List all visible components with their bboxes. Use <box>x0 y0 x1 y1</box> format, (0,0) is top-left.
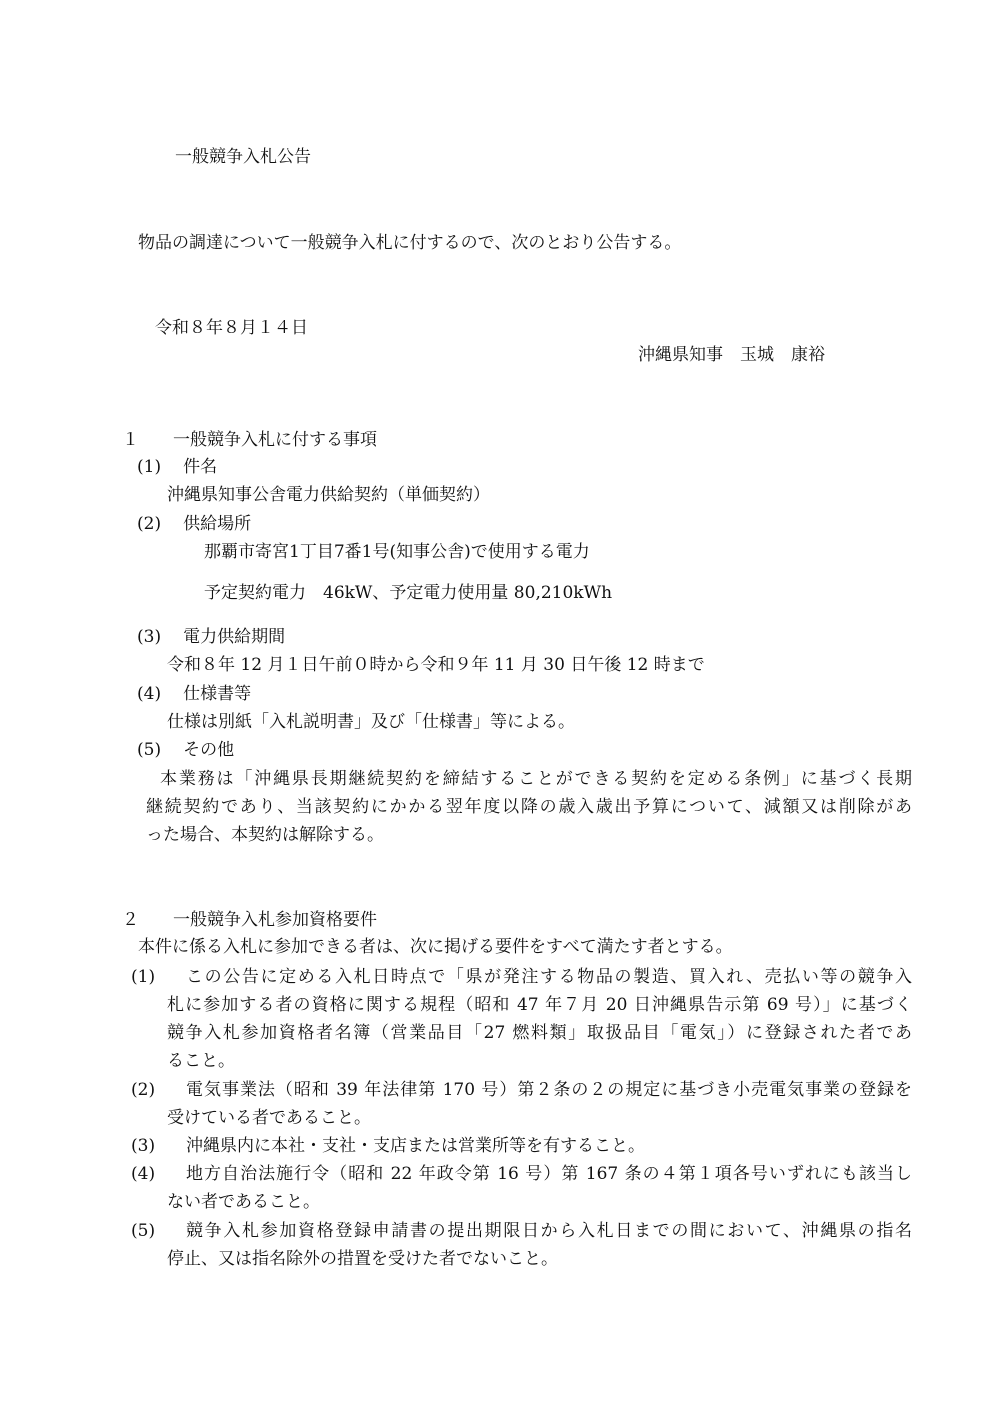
item-spec-text: 仕様は別紙「入札説明書」及び「仕様書」等による。 <box>167 712 575 732</box>
section1-number: １ <box>122 430 139 450</box>
signatory: 沖縄県知事 玉城 康裕 <box>638 345 825 365</box>
item-label: (3) <box>137 627 162 647</box>
item-other-heading <box>137 740 234 760</box>
item-place-heading <box>137 514 251 534</box>
item-period-heading <box>137 627 285 647</box>
item-other-line1: 本業務は「沖縄県長期継続契約を締結することができる契約を定める条例」に基づく長期 <box>160 769 912 789</box>
requirement-2-line1: 電気事業法（昭和 39 年法律第 170 号）第２条の２の規定に基づき小売電気事業の登録を <box>186 1080 912 1100</box>
requirement-label: (4) <box>131 1164 156 1184</box>
item-place-line1: 那覇市寄宮1丁目7番1号(知事公舎)で使用する電力 <box>204 542 590 562</box>
item-label: (4) <box>137 684 162 704</box>
item-label: (5) <box>137 740 162 760</box>
section2-heading <box>122 910 377 930</box>
requirement-3-line1: 沖縄県内に本社・支社・支店または営業所等を有すること。 <box>186 1136 645 1156</box>
requirement-4-line1: 地方自治法施行令（昭和 22 年政令第 16 号）第 167 条の４第１項各号いずれにも該当し <box>186 1164 912 1184</box>
item-period-text: 令和８年 12 月１日午前０時から令和９年 11 月 30 日午後 12 時まで <box>167 655 705 675</box>
requirement-label: (3) <box>131 1136 156 1156</box>
item-spec-heading <box>137 684 251 704</box>
intro-text: 物品の調達について一般競争入札に付するので、次のとおり公告する。 <box>138 233 682 253</box>
item-label: (2) <box>137 514 162 534</box>
item-title: 供給場所 <box>183 514 252 534</box>
item-name-heading <box>137 457 217 477</box>
requirement-label: (2) <box>131 1080 156 1100</box>
item-other-line2: 継続契約であり、当該契約にかかる翌年度以降の歳入歳出予算について、減額又は削除があ <box>146 797 912 817</box>
item-title: 仕様書等 <box>183 684 252 704</box>
requirement-5-line2: 停止、又は指名除外の措置を受けた者でないこと。 <box>167 1249 558 1269</box>
section2-title: 一般競争入札参加資格要件 <box>173 910 377 930</box>
requirement-2-line2: 受けている者であること。 <box>167 1108 371 1128</box>
item-name-text: 沖縄県知事公舎電力供給契約（単価契約） <box>167 485 490 505</box>
section2-number: ２ <box>122 910 139 930</box>
item-place-line2: 予定契約電力 46kW、予定電力使用量 80,210kWh <box>204 583 613 603</box>
item-label: (1) <box>137 457 162 477</box>
requirement-1-line4: ること。 <box>167 1051 235 1071</box>
requirement-4-line2: ない者であること。 <box>167 1192 320 1212</box>
requirement-1-line3: 競争入札参加資格者名簿（営業品目「27 燃料類」取扱品目「電気」）に登録された者であ <box>167 1023 912 1043</box>
requirement-5-line1: 競争入札参加資格登録申請書の提出期限日から入札日までの間において、沖縄県の指名 <box>186 1221 912 1241</box>
section1-heading <box>122 430 377 450</box>
item-title: 電力供給期間 <box>183 627 286 647</box>
section1-title: 一般競争入札に付する事項 <box>173 430 377 450</box>
item-title: 件名 <box>183 457 218 477</box>
item-other-line3: った場合、本契約は解除する。 <box>146 825 384 845</box>
requirement-1-line1: この公告に定める入札日時点で「県が発注する物品の製造、買入れ、売払い等の競争入 <box>186 967 912 987</box>
requirement-1-line2: 札に参加する者の資格に関する規程（昭和 47 年７月 20 日沖縄県告示第 69 号）」に基づく <box>167 995 912 1015</box>
section2-intro: 本件に係る入札に参加できる者は、次に掲げる要件をすべて満たす者とする。 <box>138 937 733 957</box>
page-title: 一般競争入札公告 <box>175 147 311 167</box>
requirement-label: (1) <box>131 967 156 987</box>
notice-date: 令和８年８月１４日 <box>155 318 308 338</box>
requirement-label: (5) <box>131 1221 156 1241</box>
item-title: その他 <box>183 740 235 760</box>
